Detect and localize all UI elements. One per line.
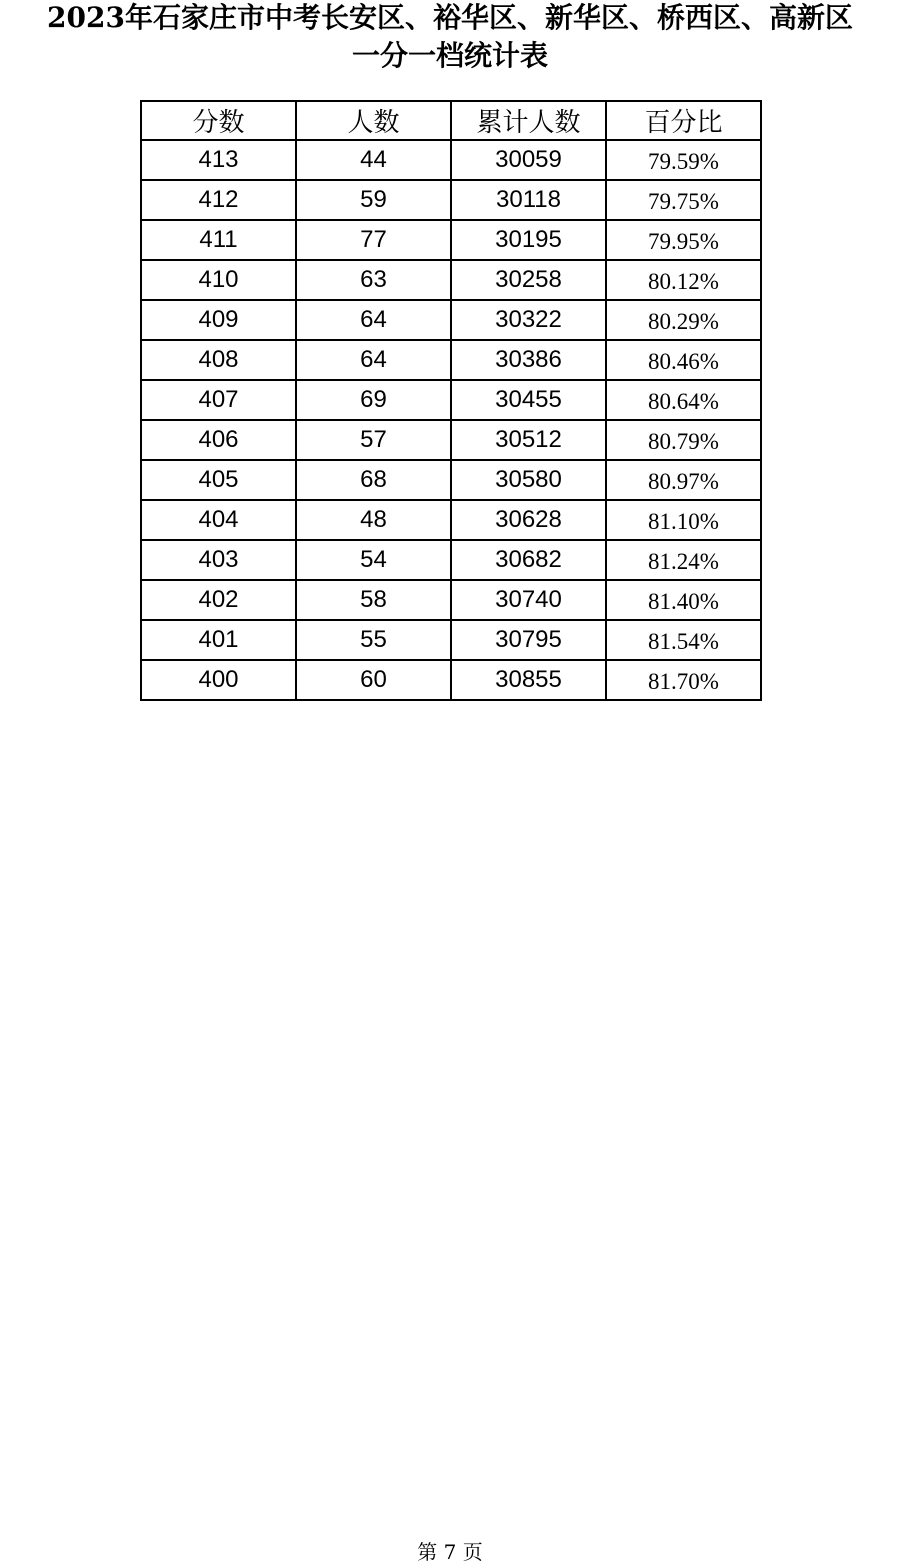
cell-count: 55	[296, 620, 451, 660]
cell-score: 406	[141, 420, 296, 460]
cell-cumulative-count: 30512	[451, 420, 606, 460]
cell-count: 64	[296, 300, 451, 340]
cell-cumulative-count: 30258	[451, 260, 606, 300]
table-row	[141, 620, 761, 660]
cell-cumulative-count: 30740	[451, 580, 606, 620]
cell-percentage: 80.12%	[606, 260, 761, 300]
cell-score: 404	[141, 500, 296, 540]
cell-percentage: 81.40%	[606, 580, 761, 620]
table-row	[141, 540, 761, 580]
header-cumulative-count: 累计人数	[451, 101, 606, 140]
cell-cumulative-count: 30059	[451, 140, 606, 180]
cell-percentage: 80.46%	[606, 340, 761, 380]
cell-score: 412	[141, 180, 296, 220]
cell-count: 63	[296, 260, 451, 300]
cell-score: 403	[141, 540, 296, 580]
cell-percentage: 81.24%	[606, 540, 761, 580]
table-row	[141, 220, 761, 260]
document-title-line-1: 2023年石家庄市中考长安区、裕华区、新华区、桥西区、高新区	[47, 1, 853, 34]
cell-score: 401	[141, 620, 296, 660]
cell-cumulative-count: 30855	[451, 660, 606, 700]
table-row	[141, 580, 761, 620]
cell-score: 411	[141, 220, 296, 260]
cell-percentage: 79.95%	[606, 220, 761, 260]
header-count: 人数	[296, 101, 451, 140]
cell-percentage: 79.59%	[606, 140, 761, 180]
cell-cumulative-count: 30322	[451, 300, 606, 340]
table-row	[141, 300, 761, 340]
table-header	[141, 101, 761, 140]
cell-count: 57	[296, 420, 451, 460]
cell-percentage: 80.29%	[606, 300, 761, 340]
header-percentage: 百分比	[606, 101, 761, 140]
cell-count: 59	[296, 180, 451, 220]
cell-cumulative-count: 30795	[451, 620, 606, 660]
cell-cumulative-count: 30195	[451, 220, 606, 260]
table-row	[141, 500, 761, 540]
score-distribution-table	[140, 100, 762, 701]
cell-count: 44	[296, 140, 451, 180]
cell-cumulative-count: 30628	[451, 500, 606, 540]
table-header-row	[141, 101, 761, 140]
table-row	[141, 260, 761, 300]
table-row	[141, 340, 761, 380]
cell-score: 410	[141, 260, 296, 300]
table-row	[141, 420, 761, 460]
cell-count: 64	[296, 340, 451, 380]
cell-percentage: 81.54%	[606, 620, 761, 660]
table-row	[141, 460, 761, 500]
cell-cumulative-count: 30455	[451, 380, 606, 420]
cell-cumulative-count: 30386	[451, 340, 606, 380]
cell-count: 60	[296, 660, 451, 700]
cell-count: 58	[296, 580, 451, 620]
cell-score: 413	[141, 140, 296, 180]
cell-percentage: 80.64%	[606, 380, 761, 420]
table-row	[141, 380, 761, 420]
cell-percentage: 81.70%	[606, 660, 761, 700]
page-number: 第 7 页	[417, 1540, 483, 1564]
cell-score: 405	[141, 460, 296, 500]
cell-count: 48	[296, 500, 451, 540]
cell-score: 407	[141, 380, 296, 420]
cell-cumulative-count: 30118	[451, 180, 606, 220]
cell-percentage: 80.97%	[606, 460, 761, 500]
cell-percentage: 79.75%	[606, 180, 761, 220]
cell-cumulative-count: 30682	[451, 540, 606, 580]
table-row	[141, 140, 761, 180]
cell-score: 408	[141, 340, 296, 380]
cell-score: 409	[141, 300, 296, 340]
cell-score: 402	[141, 580, 296, 620]
cell-count: 68	[296, 460, 451, 500]
cell-count: 77	[296, 220, 451, 260]
document-title-line-2: 一分一档统计表	[351, 39, 548, 72]
table-row	[141, 180, 761, 220]
cell-count: 69	[296, 380, 451, 420]
cell-count: 54	[296, 540, 451, 580]
table-row	[141, 660, 761, 700]
cell-percentage: 80.79%	[606, 420, 761, 460]
cell-score: 400	[141, 660, 296, 700]
cell-percentage: 81.10%	[606, 500, 761, 540]
table-body	[141, 140, 761, 700]
cell-cumulative-count: 30580	[451, 460, 606, 500]
header-score: 分数	[141, 101, 296, 140]
